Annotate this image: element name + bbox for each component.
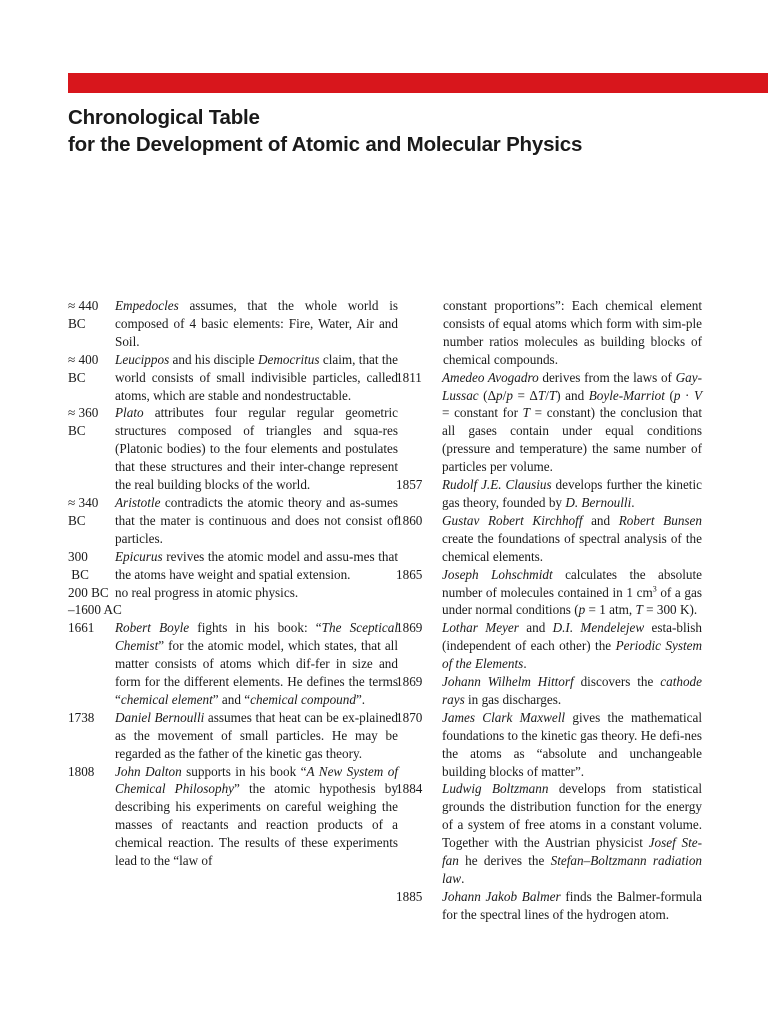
- entry-date: 1857: [396, 477, 423, 493]
- entry-date: 1738: [68, 709, 95, 725]
- italic-text: T: [522, 405, 531, 421]
- entry-description: [442, 888, 702, 924]
- text-run: assumes, that the whole world is composed of 4 basic elements: Fire, Water, Air and Soil.: [115, 298, 398, 349]
- italic-text: The Sceptical Chemist: [115, 620, 398, 654]
- text-run: no real progress in atomic physics.: [115, 584, 299, 600]
- timeline-entry: [68, 763, 398, 870]
- italic-text: T: [635, 602, 643, 618]
- entry-date: 1869: [396, 674, 423, 690]
- entry-description: [442, 673, 702, 709]
- text-run: ) and: [556, 387, 589, 403]
- italic-text: V: [693, 387, 702, 403]
- title-line-2: for the Development of Atomic and Molecular Physics: [68, 133, 583, 156]
- text-run: discovers the: [573, 674, 661, 690]
- entry-date: 1869: [396, 620, 423, 636]
- text-run: develops further the kinetic gas theory, founded by: [442, 477, 702, 510]
- italic-text: Stefan–Boltzmann radiation law: [442, 853, 703, 886]
- italic-text: p: [578, 602, 586, 618]
- italic-text: chemical element: [120, 691, 213, 707]
- italic-text: Aristotle: [115, 494, 161, 510]
- italic-text: Rudolf J.E. Clausius: [442, 477, 552, 493]
- text-run: assumes that heat can be ex-plained as the movement of small particles. He may be regarded as the father of the kinetic gas theory.: [115, 709, 398, 761]
- text-run: ” the atomic hypothesis by describing his experiments on careful weighing the masses of reactants and reaction products of a chemical reaction. The results of these experiments lead to the “law of: [115, 781, 398, 869]
- entry-date: 300 BC: [68, 548, 89, 582]
- right-column: [396, 297, 702, 924]
- italic-text: Leucippos: [115, 351, 170, 367]
- text-run: (Δ: [478, 387, 497, 403]
- italic-text: Johann Wilhelm Hittorf: [442, 674, 574, 690]
- text-run: /: [502, 387, 507, 403]
- timeline-entry: [396, 566, 702, 620]
- text-run: .: [523, 656, 527, 672]
- text-run: = 1 atm,: [585, 602, 636, 618]
- italic-text: Johann Jakob Balmer: [442, 888, 561, 904]
- text-run: = 300 K).: [642, 602, 698, 618]
- text-run: derives from the laws of: [538, 369, 676, 385]
- page-title: [68, 104, 748, 158]
- text-run: esta-blish (independent of each other) the: [442, 620, 703, 654]
- text-run: /: [545, 387, 549, 403]
- entry-date: 1661: [68, 620, 95, 636]
- italic-text: Gay-Lussac: [442, 369, 702, 403]
- entry-description: [115, 584, 398, 620]
- entry-date: 1860: [396, 512, 423, 528]
- entry-description: [115, 763, 398, 870]
- timeline-entry: [68, 709, 398, 763]
- timeline-entry: [396, 512, 702, 566]
- entry-description: [442, 476, 702, 512]
- entry-description: [115, 548, 398, 584]
- superscript: 3: [652, 584, 657, 594]
- entry-date: 1870: [396, 709, 423, 725]
- italic-text: D. Bernoulli: [565, 494, 632, 510]
- timeline-entry: [68, 404, 398, 494]
- entry-date: ≈ 360 BC: [68, 405, 99, 439]
- text-run: ” and “: [212, 691, 251, 707]
- entry-date: ≈ 340 BC: [68, 494, 99, 528]
- text-run: fights in his book: “: [189, 620, 322, 636]
- italic-text: Joseph Lohschmidt: [442, 566, 553, 582]
- text-run: and: [518, 620, 553, 636]
- italic-text: p: [673, 387, 681, 403]
- entry-date: 1884: [396, 781, 423, 797]
- entry-description: [115, 494, 398, 548]
- text-run: supports in his book “: [181, 763, 307, 779]
- entry-date: 1885: [396, 888, 423, 904]
- entry-description: [442, 780, 702, 887]
- italic-text: Democritus: [257, 351, 320, 367]
- italic-text: Robert Bunsen: [618, 512, 702, 528]
- entry-date: ≈ 400 BC: [68, 351, 99, 385]
- italic-text: chemical compound: [250, 691, 356, 707]
- timeline-entry: [68, 494, 398, 548]
- italic-text: cathode rays: [442, 674, 702, 707]
- timeline-entry: [396, 673, 702, 709]
- entry-description: [115, 404, 398, 494]
- italic-text: T: [548, 387, 557, 403]
- italic-text: Plato: [115, 405, 144, 421]
- timeline-entry: [396, 780, 702, 887]
- italic-text: Epicurus: [115, 548, 163, 564]
- timeline-entry: [68, 297, 398, 351]
- entry-description: [442, 619, 702, 673]
- continued-entry-text: constant proportions”: Each chemical element consists of equal atoms which form with sim-ple number ratios molecules as building blocks of chemical compounds.: [443, 298, 702, 367]
- italic-text: p: [496, 387, 503, 403]
- entry-description: [115, 619, 398, 709]
- entry-description: [442, 566, 702, 620]
- text-run: attributes four regular regular geometric structures composed of triangles and squa-res (Platonic bodies) to the four elements and postulates that these structures and their inter-change represent the real building blocks of the world.: [115, 405, 398, 493]
- text-run: and: [582, 512, 619, 528]
- text-run: calculates the absolute number of molecules contained in 1 cm: [442, 566, 703, 600]
- timeline-entry: [68, 351, 398, 405]
- text-run: develops from statistical grounds the distribution function for the energy of a system of free atoms in a constant volume. Together with the Austrian physicist: [442, 781, 702, 851]
- timeline-entry: [68, 548, 398, 584]
- text-run: = Δ: [512, 387, 538, 403]
- italic-text: Boyle-Marriot: [588, 387, 665, 403]
- italic-text: Josef Ste-fan: [442, 835, 703, 869]
- entry-description: [442, 709, 702, 781]
- italic-text: John Dalton: [115, 763, 182, 779]
- italic-text: A New System of Chemical Philosophy: [115, 763, 398, 797]
- text-run: .: [461, 871, 465, 886]
- text-run: revives the atomic model and assu-mes that the atoms have weight and spatial extension.: [115, 548, 398, 582]
- italic-text: Periodic System of the Elements: [442, 638, 702, 672]
- text-run: gives the mathematical foundations to the kinetic gas theory. He defi-nes the atoms as “absolute and unchangeable building blocks of matter”.: [442, 709, 703, 779]
- timeline-entry: [396, 619, 702, 673]
- text-run: create the foundations of spectral analysis of the chemical elements.: [442, 530, 702, 564]
- entry-date: ≈ 440 BC: [68, 298, 99, 331]
- timeline-entry: [396, 888, 702, 924]
- title-line-1: Chronological Table: [68, 106, 260, 129]
- italic-text: D.I. Mendelejew: [552, 620, 645, 636]
- entry-description: [115, 351, 398, 405]
- text-run: claim, that the world consists of small indivisible particles, called atoms, which are stable and nondestructable.: [115, 351, 398, 403]
- text-run: of a gas under normal conditions (: [442, 584, 702, 618]
- entry-date: 1865: [396, 566, 423, 582]
- entry-description: [115, 297, 398, 351]
- text-run: (: [664, 387, 674, 403]
- text-run: and his disciple: [169, 351, 258, 367]
- text-run: = constant) the conclusion that all gases contain under equal conditions (pressure and temperature) the same number of particles per volume.: [442, 405, 702, 475]
- text-run: ·: [680, 387, 694, 403]
- entry-date: 200 BC –1600 AC: [68, 584, 122, 618]
- entry-date: 1811: [396, 369, 422, 385]
- entry-description: [442, 369, 702, 476]
- timeline-entry: [396, 709, 702, 781]
- italic-text: Amedeo Avogadro: [442, 369, 539, 385]
- timeline-entry: [68, 584, 398, 620]
- text-run: = constant for: [442, 405, 523, 421]
- italic-text: Ludwig Boltzmann: [442, 781, 549, 797]
- text-run: ” for the atomic model, which states, that all matter consists of atoms which dif-fer in size and form for the different elements. He defines the terms “: [115, 638, 398, 707]
- timeline-entry: [396, 369, 702, 476]
- left-column: [68, 297, 398, 870]
- text-run: finds the Balmer-formula for the spectral lines of the hydrogen atom.: [442, 888, 702, 922]
- text-run: contradicts the atomic theory and as-sumes that the mater is continuous and does not consist of particles.: [115, 494, 398, 546]
- italic-text: James Clark Maxwell: [442, 709, 566, 725]
- entry-description: [115, 709, 398, 763]
- text-run: .: [631, 494, 635, 510]
- italic-text: Gustav Robert Kirchhoff: [442, 512, 583, 528]
- entry-date: 1808: [68, 763, 95, 779]
- italic-text: p: [506, 387, 513, 403]
- text-run: in gas discharges.: [464, 691, 562, 707]
- italic-text: Robert Boyle: [115, 620, 190, 636]
- timeline-entry: [68, 619, 398, 709]
- timeline-entry: [396, 476, 702, 512]
- header-red-bar: [68, 73, 768, 93]
- italic-text: Empedocles: [115, 298, 179, 313]
- italic-text: T: [537, 387, 546, 403]
- italic-text: Daniel Bernoulli: [115, 709, 205, 725]
- entry-description: [442, 512, 702, 566]
- text-run: he derives the: [458, 853, 551, 869]
- italic-text: Lothar Meyer: [442, 620, 519, 636]
- text-run: ”.: [355, 691, 366, 707]
